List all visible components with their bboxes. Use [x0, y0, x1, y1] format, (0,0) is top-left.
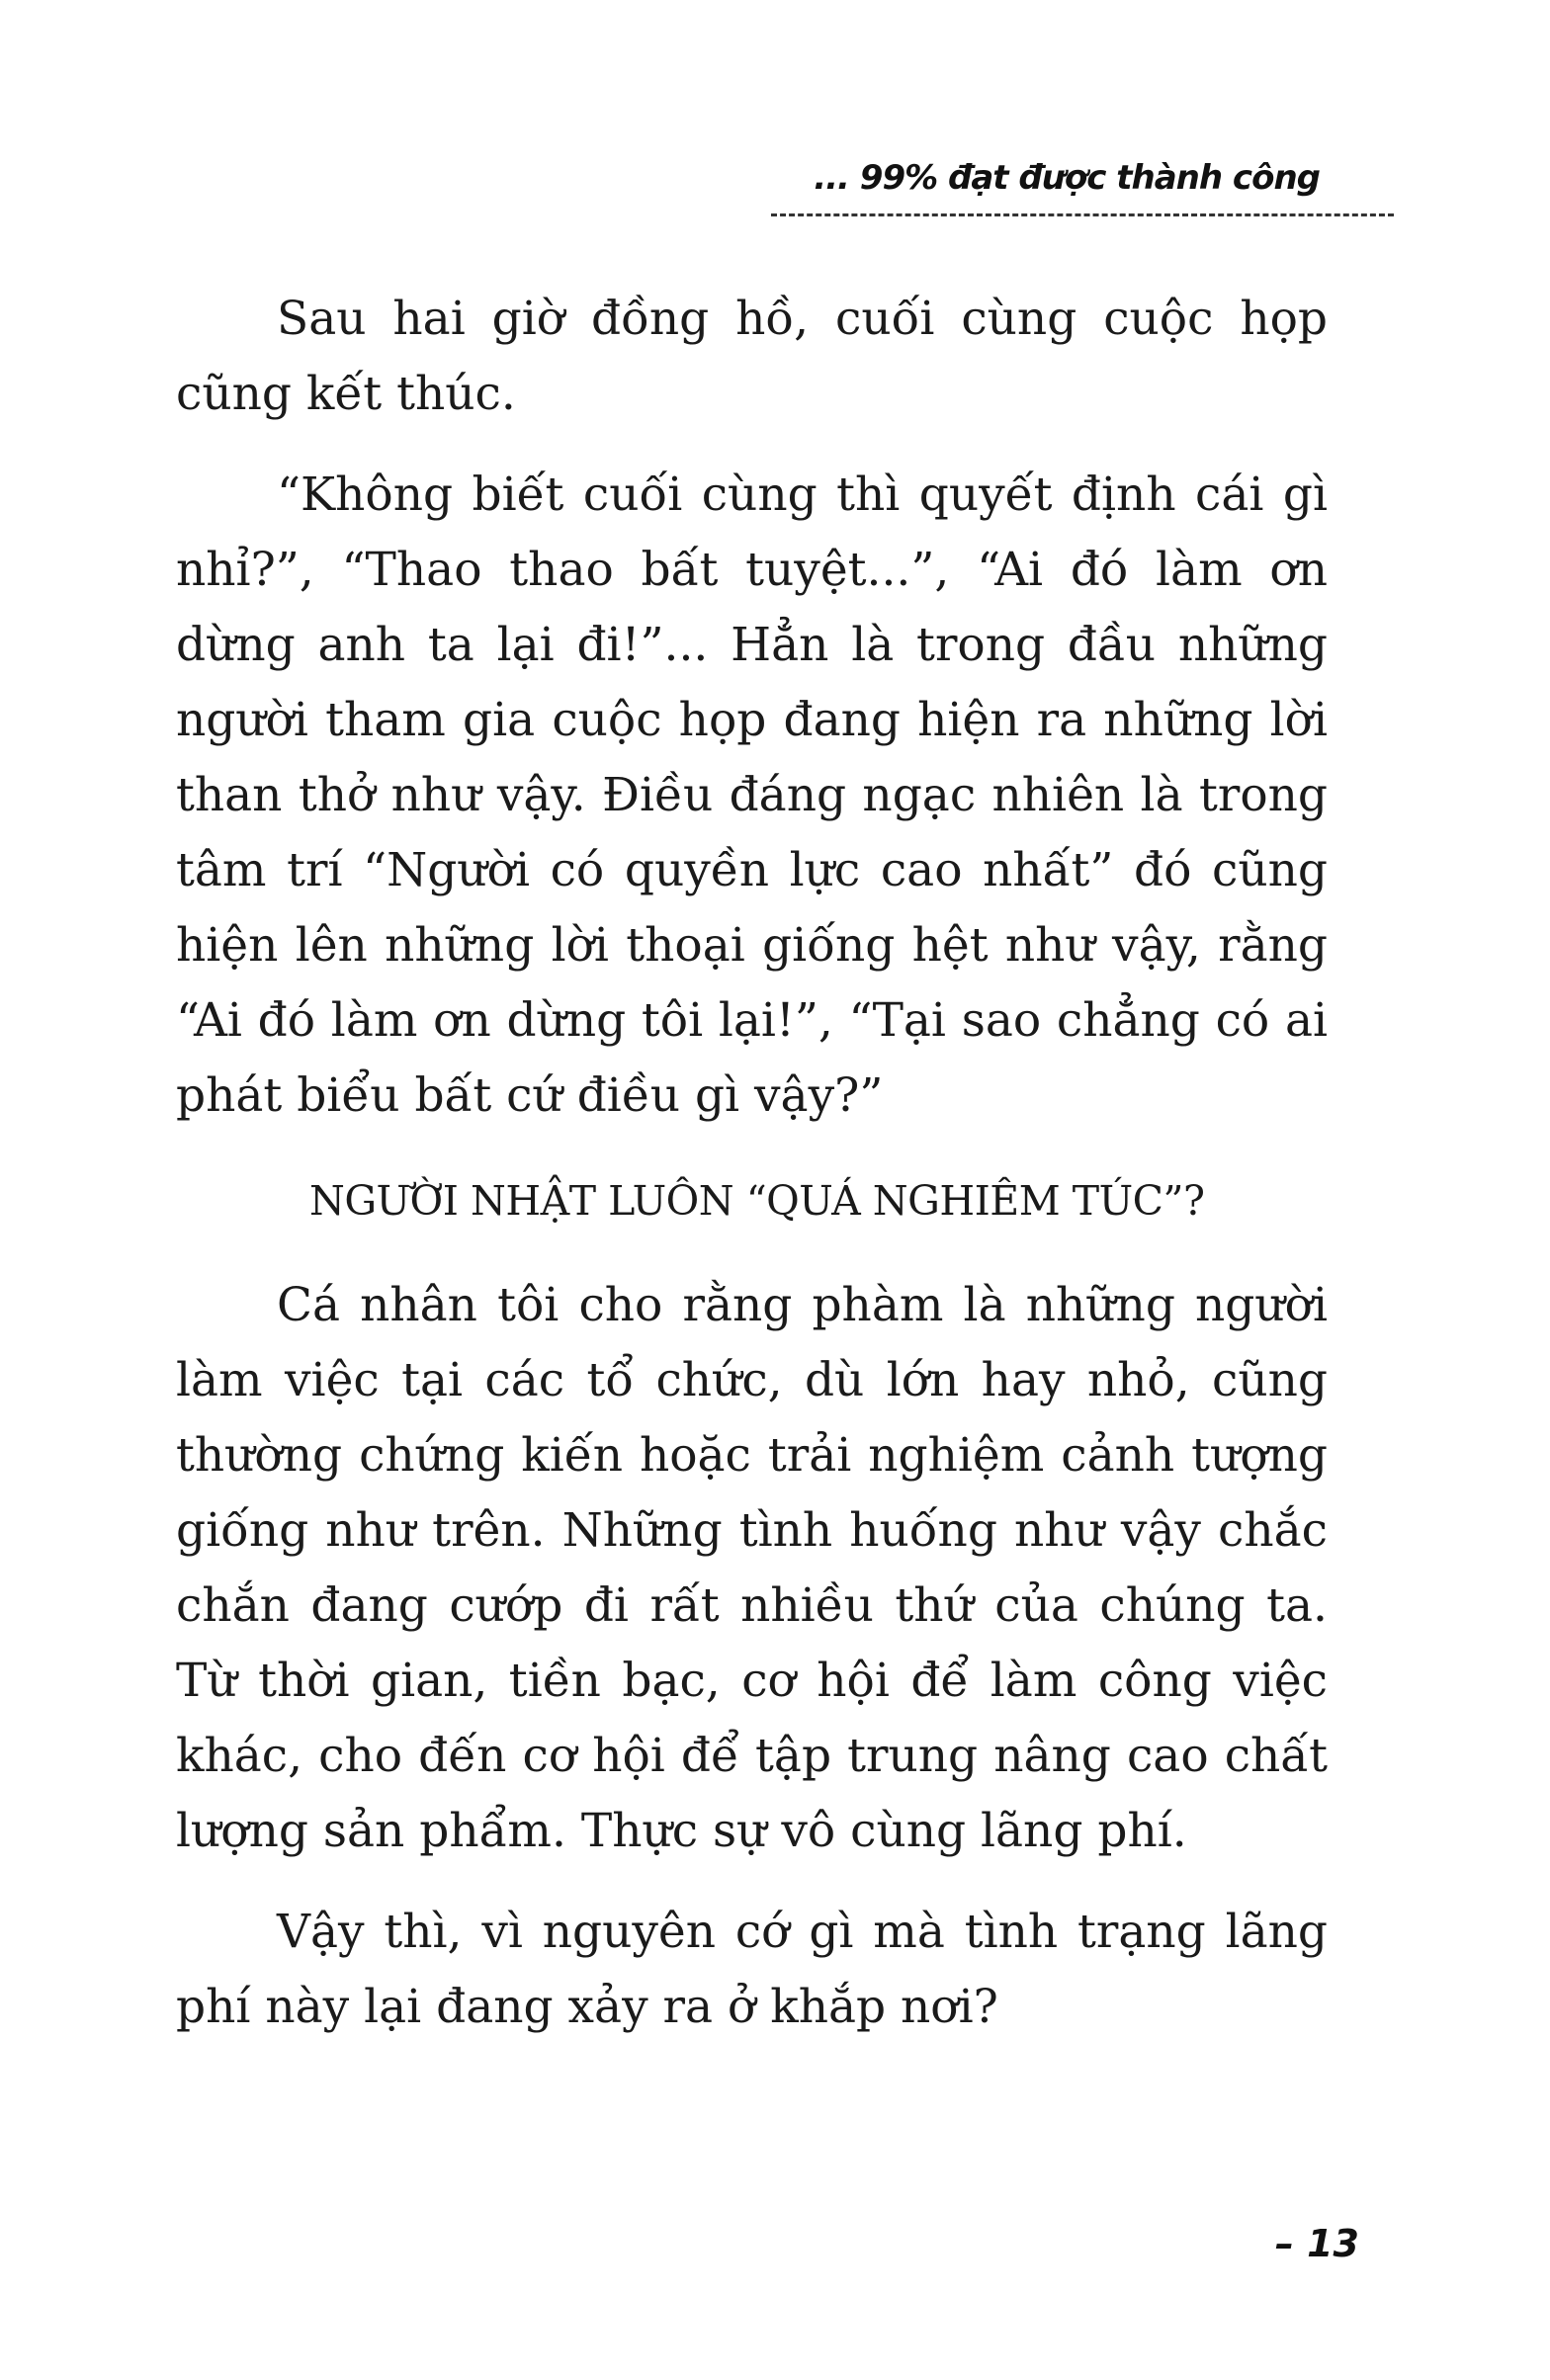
paragraph-meeting-end: Sau hai giờ đồng hồ, cuối cùng cuộc họp cũng kết thúc.: [176, 292, 1328, 421]
body-text: [176, 282, 1328, 2071]
paragraph-question: Vậy thì, vì nguyên cớ gì mà tình trạng lãng phí này lại đang xảy ra ở khắp nơi?: [176, 1905, 1328, 2034]
running-header-title: ... 99% đạt được thành công: [814, 158, 1320, 198]
running-header: [771, 158, 1394, 216]
paragraph-waste: Cá nhân tôi cho rằng phàm là những người làm việc tại các tổ chức, dù lớn hay nhỏ, cũng thường chứng kiến hoặc trải nghiệm cảnh tượng giống như trên. Những tình huống như vậy chắc chắn đang cướp đi rất nhiều thứ của chúng ta. Từ thời gian, tiền bạc, cơ hội để làm công việc khác, cho đến cơ hội để tập trung nâng cao chất lượng sản phẩm. Thực sự vô cùng lãng phí.: [176, 1278, 1328, 1858]
paragraph-complaints: “Không biết cuối cùng thì quyết định cái gì nhỉ?”, “Thao thao bất tuyệt...”, “Ai đó làm ơn dừng anh ta lại đi!”... Hẳn là trong đầu những người tham gia cuộc họp đang hiện ra những lời than thở như vậy. Điều đáng ngạc nhiên là trong tâm trí “Người có quyền lực cao nhất” đó cũng hiện lên những lời thoại giống hệt như vậy, rằng “Ai đó làm ơn dừng tôi lại!”, “Tại sao chẳng có ai phát biểu bất cứ điều gì vậy?”: [176, 468, 1328, 1123]
page-number: – 13: [1274, 2222, 1359, 2265]
header-dashed-rule: [771, 213, 1394, 216]
section-heading: NGƯỜI NHẬT LUÔN “QUÁ NGHIÊM TÚC”?: [309, 1177, 1205, 1225]
